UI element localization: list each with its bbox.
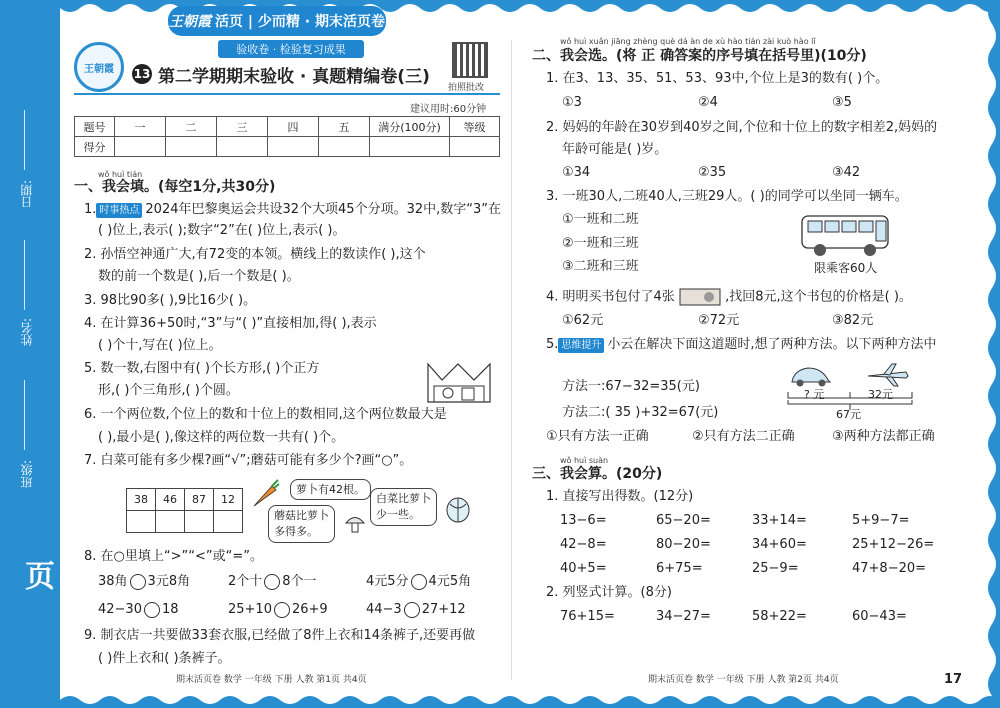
score-header-cell: 等级 <box>450 117 500 137</box>
compare-circle[interactable] <box>130 574 146 590</box>
score-cell[interactable] <box>217 137 268 157</box>
bus-label: 限乘客60人 <box>814 261 878 275</box>
cmp-row2-a <box>98 601 179 619</box>
q6-line2: ( ),最小是( ),像这样的两位数一共有( )个。 <box>98 430 345 445</box>
calc-item[interactable]: 47+8−20= <box>852 561 927 576</box>
exam-title-line <box>132 60 492 88</box>
answer-cell[interactable] <box>185 511 214 533</box>
section2-pinyin: wǒ huì xuǎn jiāng zhèng què dá àn de xù hào tián zài kuò hào lǐ <box>560 37 816 46</box>
vertical-calc-item[interactable]: 60−43= <box>852 609 907 624</box>
section1-pinyin: wǒ huì tián <box>98 170 143 179</box>
s2-q1-opt3: ③5 <box>832 95 852 110</box>
cmp-left: 25+10 <box>228 602 272 617</box>
s2-q3-text: 3. 一班30人,二班40人,三班29人。( )的同学可以坐同一辆车。 <box>546 189 908 204</box>
qr-code-icon[interactable] <box>452 42 488 78</box>
score-cell[interactable] <box>319 137 370 157</box>
cmp-right: 4元5角 <box>428 574 472 589</box>
page-number: 17 <box>944 672 963 687</box>
s2-q4-opt1: ①62元 <box>562 313 604 328</box>
cmp-right: 3元8角 <box>147 574 191 589</box>
cmp-left: 4元5分 <box>366 574 409 589</box>
s2-q4-part1: 4. 明明买书包付了4张 <box>546 289 675 305</box>
cmp-row1-c <box>366 573 471 591</box>
calc-item[interactable]: 25+12−26= <box>852 537 935 552</box>
q1-line2: ( )位上,表示( );数字“2”在( )位上,表示( )。 <box>98 223 346 238</box>
cmp-right: 18 <box>161 602 179 617</box>
s2-q4-opt3: ③82元 <box>832 313 874 328</box>
brand-name: 王朝霞 <box>169 14 212 30</box>
vertical-calc-item[interactable]: 34−27= <box>656 609 711 624</box>
top-wave-edge <box>0 0 1000 22</box>
shapes-figure <box>426 360 492 404</box>
footer-right: 期末活页卷 数学 一年级 下册 人教 第2页 共4页 <box>648 675 839 685</box>
s2-q4-part2: ,找回8元,这个书包的价格是( )。 <box>725 289 912 305</box>
class-label: 班级: <box>20 460 34 489</box>
score-cell[interactable] <box>450 137 500 157</box>
compare-circle[interactable] <box>144 602 160 618</box>
s2-q5-line <box>546 336 937 354</box>
score-cell[interactable] <box>166 137 217 157</box>
bubble-cabbage-line2: 少一些。 <box>376 508 420 521</box>
class-line <box>24 380 25 450</box>
score-header-cell: 一 <box>115 117 166 137</box>
q8-text: 8. 在○里填上“>”“<”或“=”。 <box>84 549 263 564</box>
exam-number: 13 <box>132 64 152 84</box>
method-2: 方法二:( 35 )+32=67(元) <box>562 405 719 420</box>
q5-line1: 5. 数一数,右图中有( )个长方形,( )个正方 <box>84 361 320 376</box>
answer-cell[interactable] <box>127 511 156 533</box>
q5-line2: 形,( )个三角形,( )个圆。 <box>98 383 239 398</box>
section3-pinyin: wǒ huì suàn <box>560 456 609 465</box>
time-note: 建议用时:60分钟 <box>410 104 487 115</box>
score-cell[interactable] <box>268 137 319 157</box>
s2-q1-opt1: ①3 <box>562 95 582 110</box>
s3-part2-title: 2. 列竖式计算。(8分) <box>546 585 672 600</box>
q4-line1: 4. 在计算36+50时,“3”与“( )”直接相加,得( ),表示 <box>84 316 377 331</box>
s2-q5-opt3: ③两种方法都正确 <box>832 429 935 444</box>
qr-label: 拍照批改 <box>448 83 485 93</box>
exam-title: 第二学期期末验收 · 真题精编卷(三) <box>158 66 430 87</box>
answer-cell[interactable] <box>156 511 185 533</box>
bubble-mushroom-line1: 蘑菇比萝卜 <box>274 509 329 522</box>
logo <box>74 42 124 92</box>
estimate-values-row <box>127 489 243 511</box>
calc-item[interactable]: 40+5= <box>560 561 607 576</box>
q3-text: 3. 98比90多( ),9比16少( )。 <box>84 293 257 308</box>
score-header-cell: 三 <box>217 117 268 137</box>
section3-title: 三、我会算。(20分) <box>532 466 663 482</box>
bubble-cabbage <box>370 488 437 526</box>
s2-q5-tag: 思维提升 <box>558 338 604 353</box>
cmp-row1-b <box>228 573 317 591</box>
s2-q2-opt3: ③42 <box>832 165 861 180</box>
s2-q3-opt3: ③二班和三班 <box>562 259 639 274</box>
vertical-calc-item[interactable]: 58+22= <box>752 609 807 624</box>
compare-circle[interactable] <box>411 574 427 590</box>
subtitle-pill: 验收卷 · 检验复习成果 <box>218 40 364 58</box>
q7-text: 7. 白菜可能有多少棵?画“√”;蘑菇可能有多少个?画“○”。 <box>84 453 413 468</box>
s3-part1-title: 1. 直接写出得数。(12分) <box>546 489 694 504</box>
score-header-cell: 二 <box>166 117 217 137</box>
bubble-cabbage-line1: 白菜比萝卜 <box>376 492 431 505</box>
s2-q5-opt1: ①只有方法一正确 <box>546 429 649 444</box>
footer-left: 期末活页卷 数学 一年级 下册 人教 第1页 共4页 <box>176 675 367 685</box>
method-1: 方法一:67−32=35(元) <box>562 379 700 394</box>
s2-q4-opt2: ②72元 <box>698 313 740 328</box>
toy-plane-icon <box>866 362 910 388</box>
score-header-cell: 五 <box>319 117 370 137</box>
calc-item[interactable]: 5+9−7= <box>852 513 910 528</box>
score-cell[interactable] <box>115 137 166 157</box>
s2-q2-line2: 年龄可能是( )岁。 <box>562 142 668 157</box>
estimate-cell: 46 <box>156 489 185 511</box>
score-header-cell: 题号 <box>75 117 115 137</box>
s2-q2-opt2: ②35 <box>698 165 727 180</box>
q2-line1: 2. 孙悟空神通广大,有72变的本领。横线上的数读作( ),这个 <box>84 247 426 262</box>
q4-line2: ( )个十,写在( )位上。 <box>98 338 222 353</box>
q1-number: 1. <box>84 202 97 217</box>
s2-q4-line <box>546 288 912 307</box>
q1-text: 2024年巴黎奥运会共设32个大项45个分项。32中,数字“3”在 <box>145 202 501 217</box>
toy-car-icon <box>788 362 834 388</box>
cmp-right: 8个一 <box>282 574 317 589</box>
right-wave-edge <box>980 0 1000 708</box>
estimate-answer-row <box>127 511 243 533</box>
s2-q1-opt2: ②4 <box>698 95 718 110</box>
bottom-wave-edge <box>0 686 1000 708</box>
compare-circle[interactable] <box>274 602 290 618</box>
bubble-mushroom <box>268 505 335 543</box>
compare-circle[interactable] <box>264 574 280 590</box>
cabbage-icon <box>444 494 472 524</box>
calc-item[interactable]: 65−20= <box>656 513 711 528</box>
banknote-icon <box>679 288 721 306</box>
s2-q5-number: 5. <box>546 337 559 352</box>
score-cell[interactable] <box>370 137 450 157</box>
calc-item[interactable]: 13−6= <box>560 513 607 528</box>
compare-circle[interactable] <box>404 602 420 618</box>
score-header-cell: 满分(100分) <box>370 117 450 137</box>
date-line <box>24 110 25 170</box>
s2-q5-text: 小云在解决下面这道题时,想了两种方法。以下两种方法中 <box>607 337 937 352</box>
page-divider <box>511 40 512 680</box>
q1-tag: 时事热点 <box>96 203 142 218</box>
cmp-row2-b <box>228 601 328 619</box>
answer-cell[interactable] <box>214 511 243 533</box>
score-header-cell: 四 <box>268 117 319 137</box>
s2-q1-text: 1. 在3、13、35、51、53、93中,个位上是3的数有( )个。 <box>546 71 889 86</box>
score-table-score-row <box>75 137 500 157</box>
calc-item[interactable]: 80−20= <box>656 537 711 552</box>
cmp-left: 42−30 <box>98 602 142 617</box>
estimate-cell: 12 <box>214 489 243 511</box>
mushroom-icon <box>344 512 366 534</box>
top-banner <box>168 6 386 36</box>
bubble-carrot: 萝卜有42根。 <box>290 479 371 500</box>
cmp-row1-a <box>98 573 190 591</box>
calc-item[interactable]: 25−9= <box>752 561 799 576</box>
bubble-mushroom-line2: 多得多。 <box>274 525 318 538</box>
cmp-left: 44−3 <box>366 602 402 617</box>
q6-line1: 6. 一个两位数,个位上的数和十位上的数相同,这个两位数最大是 <box>84 407 447 422</box>
name-label: 姓名: <box>20 318 34 347</box>
q9-line2: ( )件上衣和( )条裤子。 <box>98 651 231 666</box>
calc-item[interactable]: 34+60= <box>752 537 807 552</box>
cmp-row2-c <box>366 601 466 619</box>
logo-text: 王朝霞 <box>84 63 114 75</box>
brand-vertical: 王朝霞活页 <box>19 560 98 688</box>
cmp-right: 26+9 <box>291 602 328 617</box>
cmp-right: 27+12 <box>421 602 466 617</box>
total-price: 67元 <box>836 408 861 421</box>
s2-q5-opt2: ②只有方法二正确 <box>692 429 795 444</box>
score-row-label: 得分 <box>75 137 115 157</box>
plane-price: 32元 <box>868 388 893 401</box>
calc-item[interactable]: 42−8= <box>560 537 607 552</box>
estimate-table <box>126 488 243 533</box>
cmp-left: 38角 <box>98 574 128 589</box>
s2-q3-opt2: ②一班和三班 <box>562 236 639 251</box>
banner-text: 活页 | 少而精 · 期末活页卷 <box>215 14 385 30</box>
s2-q3-opt1: ①一班和二班 <box>562 212 639 227</box>
car-price: ? 元 <box>804 388 825 401</box>
date-label: 日期: <box>20 180 34 209</box>
estimate-cell: 38 <box>127 489 156 511</box>
s2-q2-line1: 2. 妈妈的年龄在30岁到40岁之间,个位和十位上的数字相差2,妈妈的 <box>546 120 938 135</box>
header-rule <box>74 93 500 95</box>
q1-line1 <box>84 201 501 219</box>
section2-title: 二、我会选。(将 正 确答案的序号填在括号里)(10分) <box>532 48 867 64</box>
calc-item[interactable]: 6+75= <box>656 561 703 576</box>
score-table <box>74 116 500 157</box>
vertical-calc-item[interactable]: 76+15= <box>560 609 615 624</box>
score-table-header-row <box>75 117 500 137</box>
estimate-cell: 87 <box>185 489 214 511</box>
cmp-left: 2个十 <box>228 574 263 589</box>
carrot-icon <box>250 478 280 508</box>
q9-line1: 9. 制衣店一共要做33套衣服,已经做了8件上衣和14条裤子,还要再做 <box>84 628 476 643</box>
s2-q2-opt1: ①34 <box>562 165 591 180</box>
calc-item[interactable]: 33+14= <box>752 513 807 528</box>
section1-title: 一、我会填。(每空1分,共30分) <box>74 179 276 195</box>
name-line <box>24 240 25 310</box>
q2-line2: 数的前一个数是( ),后一个数是( )。 <box>98 269 300 284</box>
bus-icon <box>800 212 892 258</box>
